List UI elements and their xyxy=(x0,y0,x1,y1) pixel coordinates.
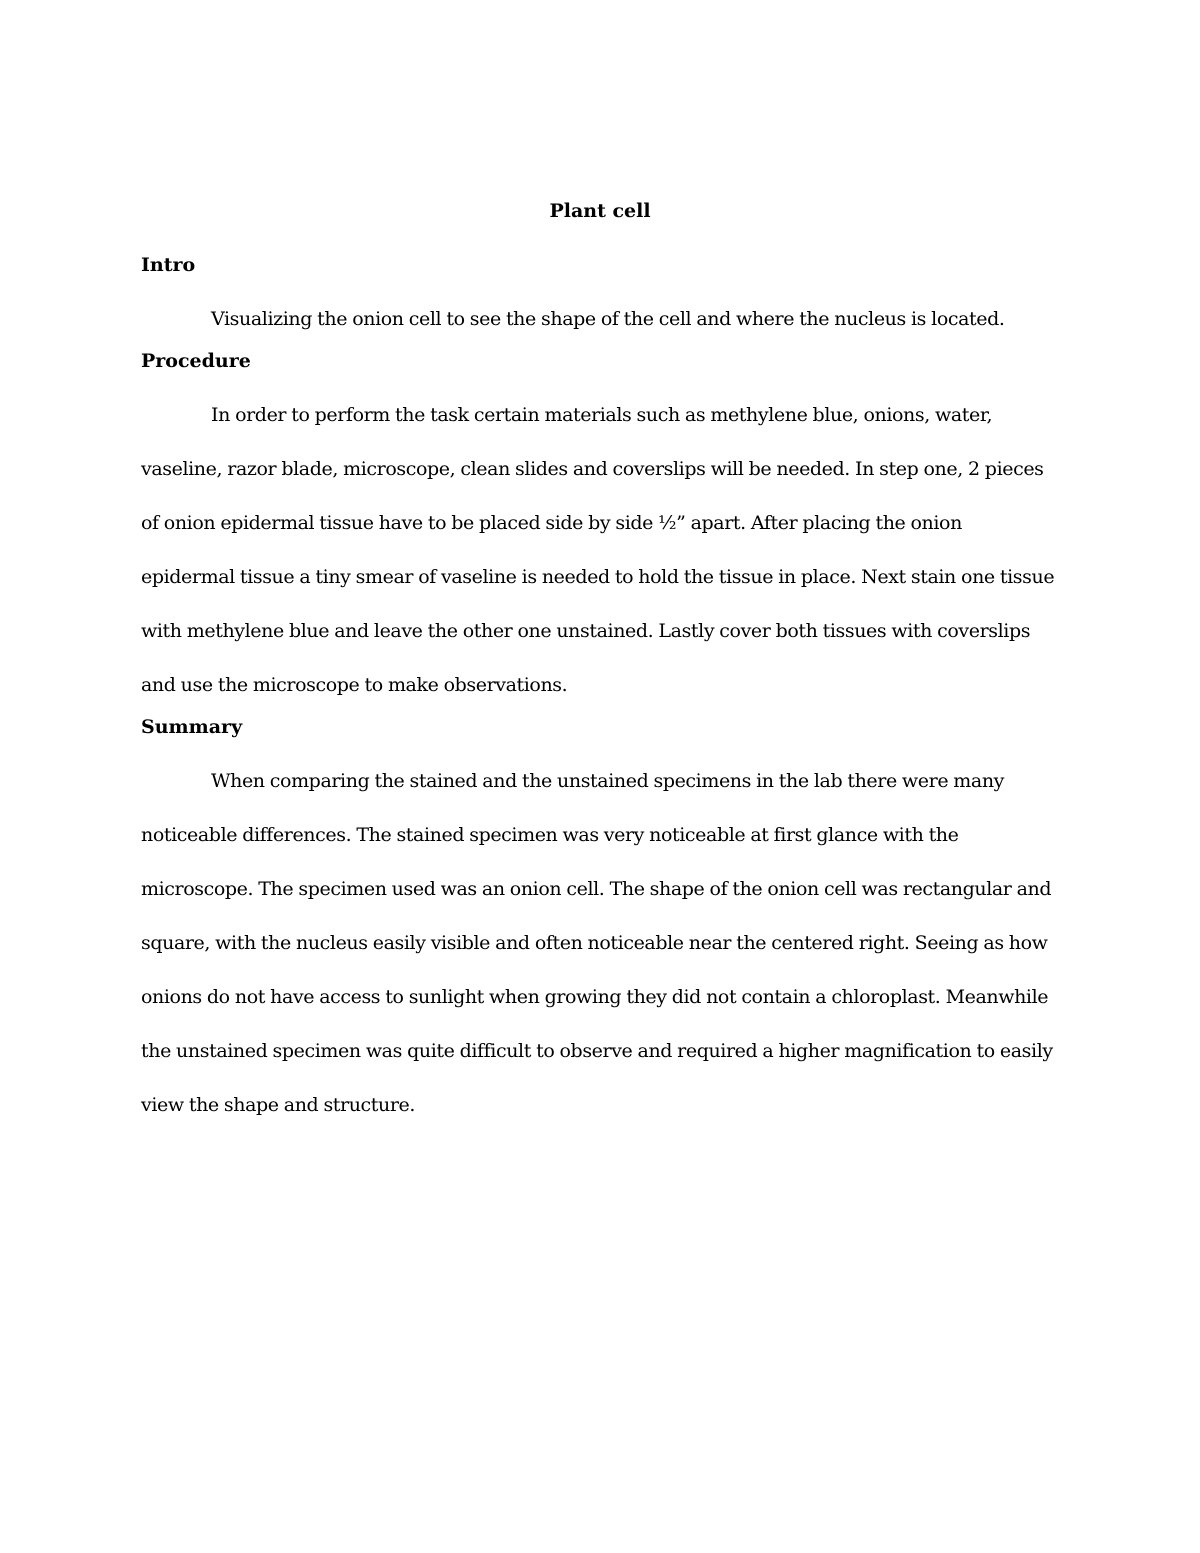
document-body xyxy=(141,196,1059,1120)
document-title: Plant cell xyxy=(549,200,651,222)
section-heading-procedure: Procedure xyxy=(141,350,251,372)
section-heading-summary: Summary xyxy=(141,716,243,738)
section-heading-intro: Intro xyxy=(141,254,196,276)
paragraph-procedure: In order to perform the task certain materials such as methylene blue, onions, water, vaseline, razor blade, microscope, clean slides and coverslips will be needed. In step one, 2 pieces of onion epidermal tissue have to be placed side by side ½” apart. After placing the onion epidermal tissue a tiny smear of vaseline is needed to hold the tissue in place. Next stain one tissue with methylene blue and leave the other one unstained. Lastly cover both tissues with coverslips and use the microscope to make observations. xyxy=(141,404,1055,696)
paragraph-summary: When comparing the stained and the unstained specimens in the lab there were many noticeable differences. The stained specimen was very noticeable at first glance with the microscope. The specimen used was an onion cell. The shape of the onion cell was rectangular and square, with the nucleus easily visible and often noticeable near the centered right. Seeing as how onions do not have access to sunlight when growing they did not contain a chloroplast. Meanwhile the unstained specimen was quite difficult to observe and required a higher magnification to easily view the shape and structure. xyxy=(141,770,1053,1116)
paragraph-intro: Visualizing the onion cell to see the shape of the cell and where the nucleus is located. xyxy=(211,308,1005,330)
